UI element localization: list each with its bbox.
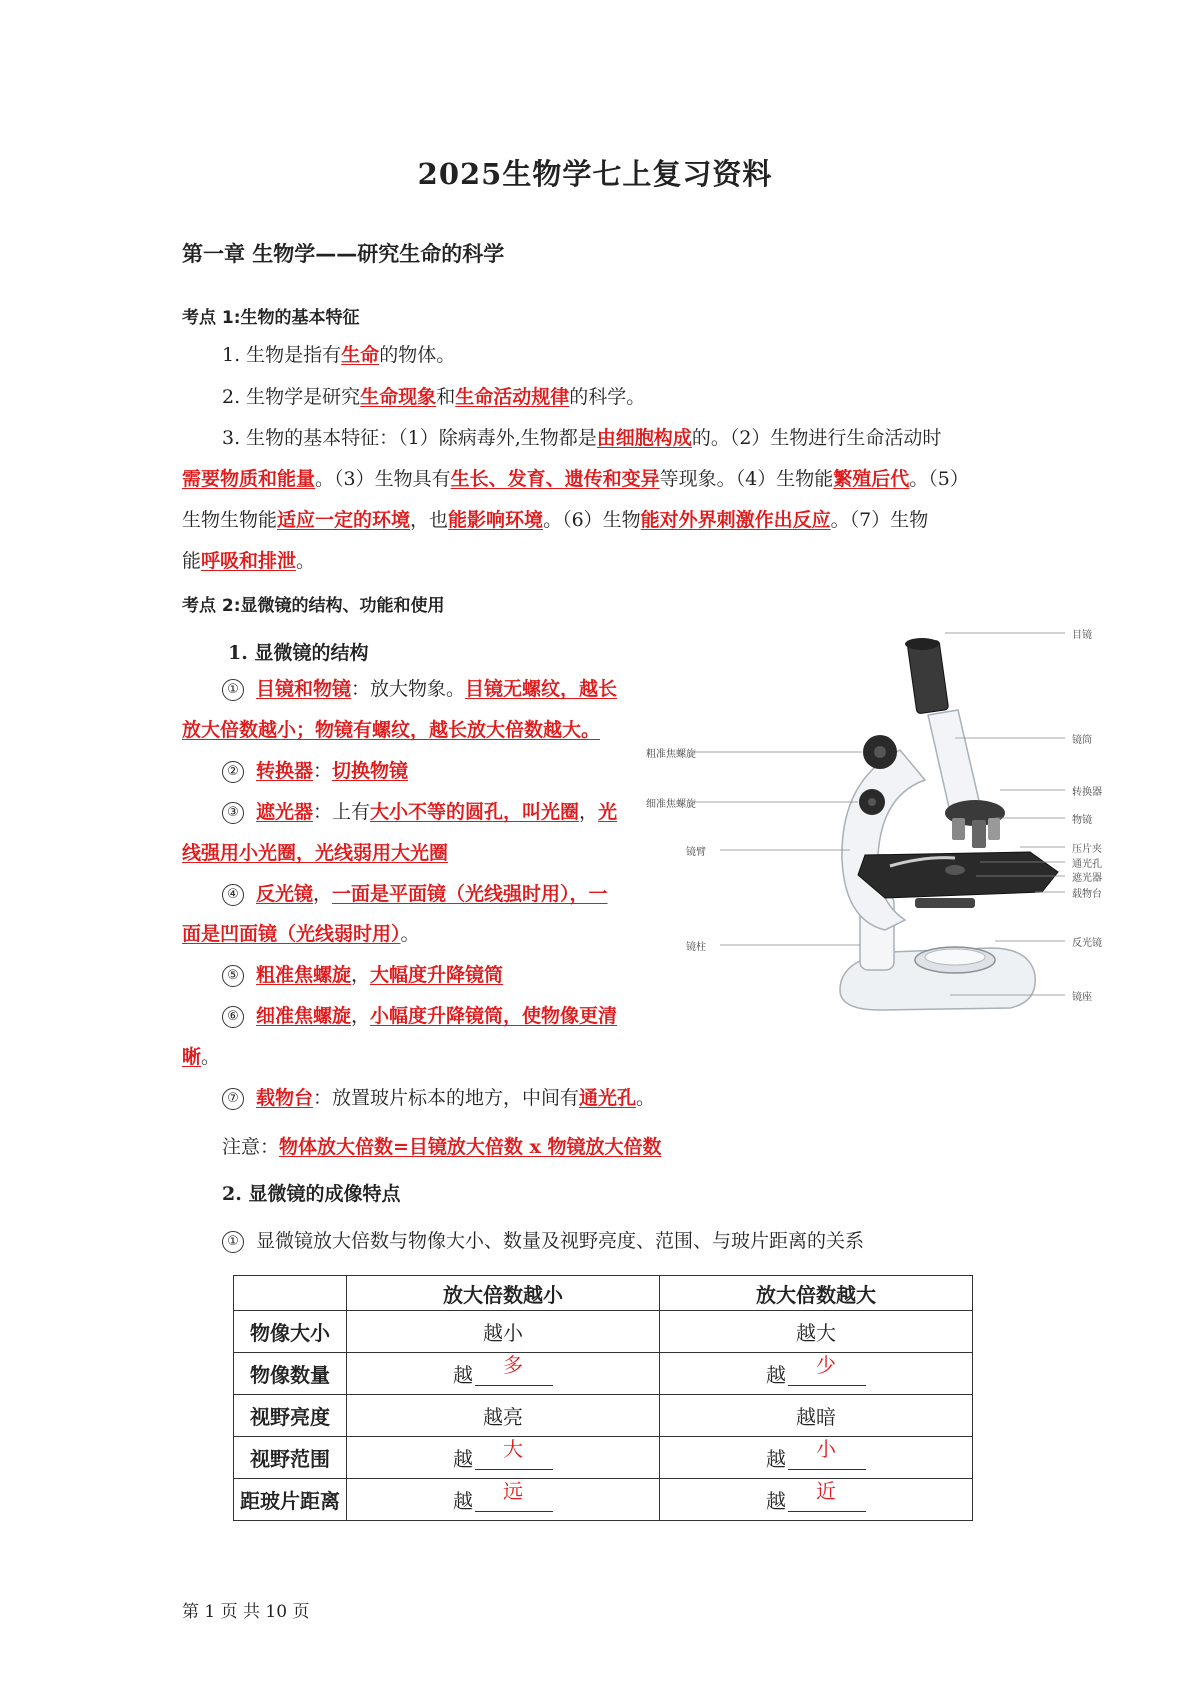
microscope-figure [646, 630, 1130, 1050]
list-item: ⑥ 细准焦螺旋，小幅度升降镜筒，使物像更清 [222, 1004, 617, 1028]
paragraph-line: 3. 生物的基本特征：（1）除病毒外,生物都是由细胞构成的。（2）生物进行生命活动时 [222, 427, 942, 449]
table-row [234, 1395, 973, 1437]
list-item: ① 目镜和物镜：放大物象。目镜无螺纹，越长 [222, 677, 617, 701]
list-item: ③ 遮光器：上有大小不等的圆孔，叫光圈，光 [222, 800, 617, 824]
table-header-row [234, 1276, 973, 1311]
table-cell: 越 小 [660, 1437, 973, 1479]
table-row [234, 1479, 973, 1521]
table-cell: 越 多 [347, 1353, 660, 1395]
label-diaphragm: 遮光器 [1072, 873, 1102, 884]
section-heading-1: 考点 1:生物的基本特征 [182, 308, 360, 328]
table-row [234, 1353, 973, 1395]
label-objective: 物镜 [1072, 815, 1092, 826]
note-line: 注意：物体放大倍数=目镜放大倍数 x 物镜放大倍数 [222, 1136, 662, 1158]
row-label: 视野亮度 [234, 1395, 347, 1437]
list-item: ⑤ 粗准焦螺旋，大幅度升降镜筒 [222, 963, 503, 987]
table-corner-cell [234, 1276, 347, 1311]
table-cell: 越 大 [347, 1437, 660, 1479]
label-stage: 载物台 [1072, 889, 1102, 900]
table-cell: 越暗 [660, 1395, 973, 1437]
paragraph-line: 2. 生物学是研究生命现象和生命活动规律的科学。 [222, 386, 646, 408]
magnification-table [233, 1275, 973, 1521]
label-arm: 镜臂 [686, 847, 706, 858]
subheading-imaging: 2. 显微镜的成像特点 [222, 1183, 401, 1205]
list-item-cont: 面是凹面镜（光线弱时用）。 [182, 923, 420, 945]
list-item: ④ 反光镜，一面是平面镜（光线强时用），一 [222, 882, 608, 906]
list-item: ⑦ 载物台：放置玻片标本的地方，中间有通光孔。 [222, 1086, 655, 1110]
subheading-structure: 1. 显微镜的结构 [228, 642, 369, 664]
page-footer: 第 1 页 共 10 页 [182, 1602, 310, 1622]
label-fine-knob: 细准焦螺旋 [646, 799, 696, 810]
row-label: 视野范围 [234, 1437, 347, 1479]
table-cell: 越亮 [347, 1395, 660, 1437]
label-clip: 压片夹 [1072, 844, 1102, 855]
section-heading-2: 考点 2:显微镜的结构、功能和使用 [182, 596, 445, 616]
list-item: ② 转换器：切换物镜 [222, 759, 408, 783]
table-row [234, 1311, 973, 1353]
label-mirror: 反光镜 [1072, 938, 1102, 949]
table-header-low: 放大倍数越小 [347, 1276, 660, 1311]
table-header-high: 放大倍数越大 [660, 1276, 973, 1311]
table-cell: 越 远 [347, 1479, 660, 1521]
list-item: ① 显微镜放大倍数与物像大小、数量及视野亮度、范围、与玻片距离的关系 [222, 1229, 864, 1253]
paragraph-line: 1. 生物是指有生命的物体。 [222, 344, 456, 366]
list-item-cont: 线强用小光圈，光线弱用大光圈 [182, 842, 449, 864]
paragraph-line: 生物生物能适应一定的环境，也能影响环境。（6）生物能对外界刺激作出反应。（7）生物 [182, 509, 929, 531]
row-label: 距玻片距离 [234, 1479, 347, 1521]
page-title: 2025生物学七上复习资料 [417, 157, 773, 191]
list-item-cont: 放大倍数越小；物镜有螺纹，越长放大倍数越大。 [182, 719, 601, 741]
table-cell: 越 少 [660, 1353, 973, 1395]
list-item-cont: 晰。 [182, 1046, 221, 1068]
paragraph-line: 能呼吸和排泄。 [182, 550, 316, 572]
row-label: 物像大小 [234, 1311, 347, 1353]
label-pillar: 镜柱 [686, 942, 706, 953]
table-cell: 越 近 [660, 1479, 973, 1521]
table-cell: 越小 [347, 1311, 660, 1353]
label-eyepiece: 目镜 [1072, 630, 1092, 641]
label-base: 镜座 [1072, 992, 1092, 1003]
table-row [234, 1437, 973, 1479]
label-coarse-knob: 粗准焦螺旋 [646, 749, 696, 760]
paragraph-line: 需要物质和能量。（3）生物具有生长、发育、遗传和变异等现象。（4）生物能繁殖后代。（5） [182, 468, 969, 490]
table-cell: 越大 [660, 1311, 973, 1353]
label-nosepiece: 转换器 [1072, 787, 1102, 798]
label-hole: 通光孔 [1072, 859, 1102, 870]
label-tube: 镜筒 [1072, 735, 1092, 746]
chapter-heading: 第一章 生物学——研究生命的科学 [182, 242, 505, 266]
microscope-illustration [690, 630, 1130, 1050]
row-label: 物像数量 [234, 1353, 347, 1395]
